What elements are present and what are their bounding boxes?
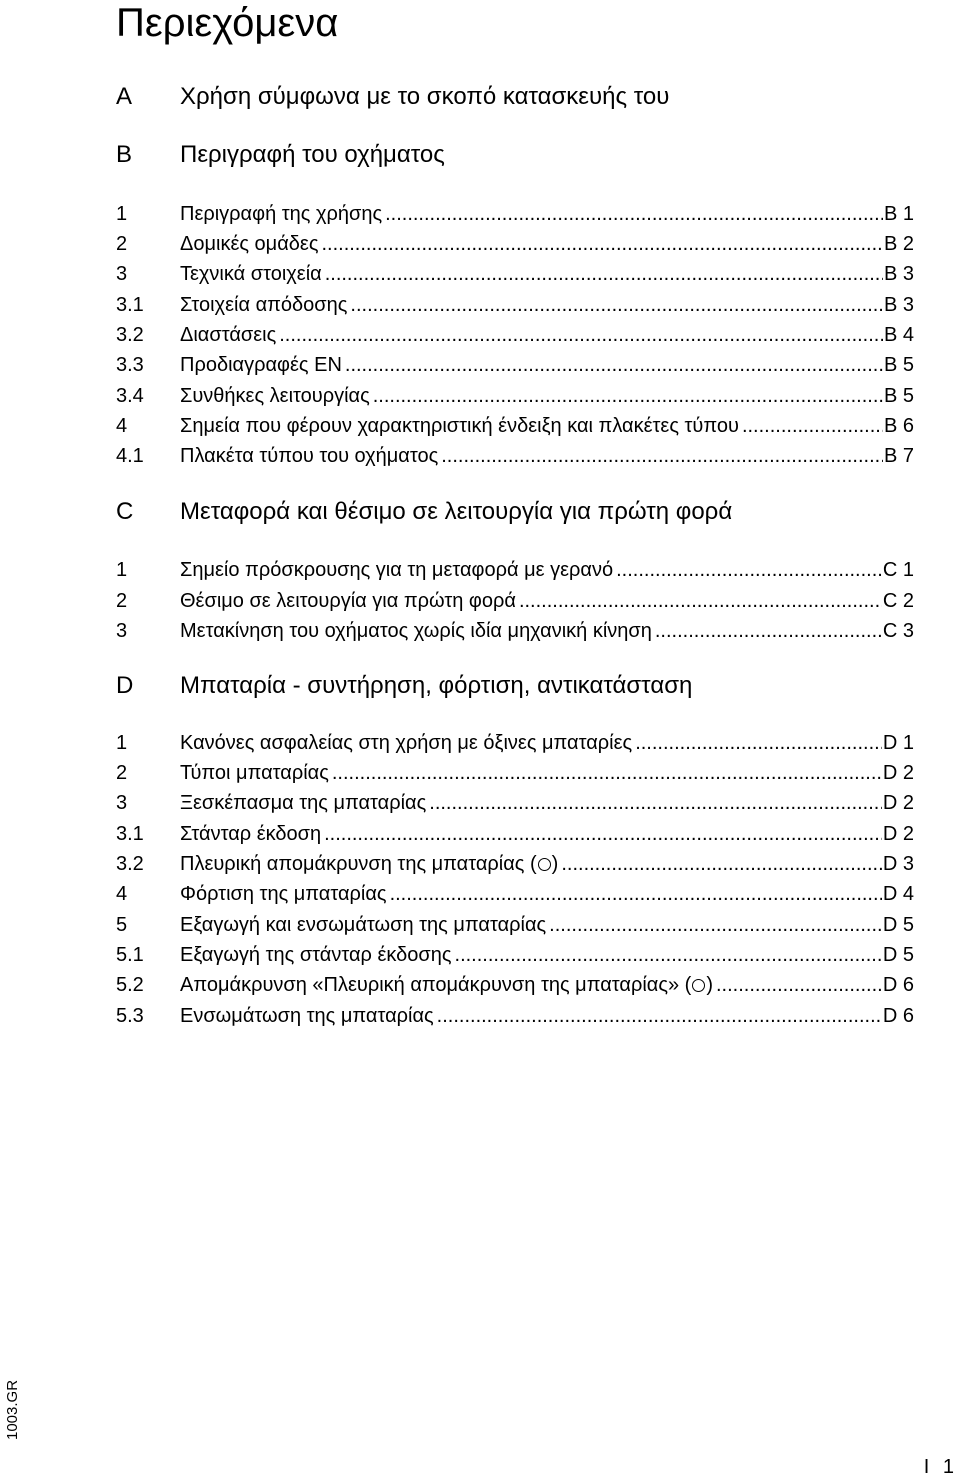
toc-entry-label: Σημεία που φέρουν χαρακτηριστική ένδειξη και πλακέτες τύπου <box>180 415 739 437</box>
toc-entry[interactable] <box>116 1002 914 1030</box>
toc-entry-label: Τεχνικά στοιχεία <box>180 263 322 285</box>
toc-entry-page: B 5 <box>883 354 914 376</box>
toc-entry[interactable] <box>116 587 914 615</box>
dot-leader <box>325 260 883 288</box>
toc-entry-number: 5.1 <box>116 944 144 966</box>
toc-entry-page: C 1 <box>882 559 914 581</box>
toc-entry[interactable] <box>116 412 914 440</box>
toc-entry-page: D 3 <box>882 853 914 875</box>
toc-entry[interactable] <box>116 617 914 645</box>
toc-entry[interactable] <box>116 820 914 848</box>
toc-entry-number: 1 <box>116 732 128 754</box>
dot-leader <box>429 789 882 817</box>
toc-entry-page: B 7 <box>883 445 914 467</box>
section-letter: B <box>116 141 133 168</box>
toc-entry-number: 2 <box>116 762 128 784</box>
dot-leader <box>561 850 882 878</box>
toc-entry[interactable] <box>116 759 914 787</box>
dot-leader <box>742 412 883 440</box>
toc-entry[interactable] <box>116 351 914 379</box>
toc-entry-page: B 3 <box>883 294 914 316</box>
toc-entry-label: Περιγραφή της χρήσης <box>180 203 383 225</box>
toc-entry[interactable] <box>116 200 914 228</box>
toc-entry-page: D 5 <box>882 944 914 966</box>
toc-entry-page: D 5 <box>882 914 914 936</box>
circle-icon <box>538 858 551 871</box>
dot-leader <box>635 729 882 757</box>
toc-entry[interactable] <box>116 850 914 878</box>
toc-entry[interactable] <box>116 442 914 470</box>
toc-entry-label <box>180 850 558 878</box>
dot-leader <box>321 230 883 258</box>
toc-entry[interactable] <box>116 556 914 584</box>
toc-entry-label: Δομικές ομάδες <box>180 233 319 255</box>
toc-entry-label: Σημείο πρόσκρουσης για τη μεταφορά με γερανό <box>180 559 614 581</box>
toc-entry-number: 3 <box>116 263 128 285</box>
dot-leader <box>373 382 883 410</box>
toc-entry-label: Πλακέτα τύπου του οχήματος <box>180 445 439 467</box>
toc-entry-label-before: Απομάκρυνση «Πλευρική απομάκρυνση της μπαταρίας» ( <box>180 974 692 996</box>
toc-entry[interactable] <box>116 729 914 757</box>
toc-entry-label: Ενσωμάτωση της μπαταρίας <box>180 1005 434 1027</box>
toc-entry-number: 1 <box>116 203 128 225</box>
toc-entry-number: 3 <box>116 792 128 814</box>
section-title: Χρήση σύμφωνα με το σκοπό κατασκευής του <box>180 83 670 110</box>
toc-entry-number: 4.1 <box>116 445 144 467</box>
toc-entry-label: Στοιχεία απόδοσης <box>180 294 348 316</box>
toc-entry-number: 3.2 <box>116 324 144 346</box>
toc-entry-number: 3.3 <box>116 354 144 376</box>
dot-leader <box>390 880 882 908</box>
page-title: Περιεχόμενα <box>116 1 339 45</box>
dot-leader <box>716 971 882 999</box>
dot-leader <box>332 759 882 787</box>
toc-entry-page: B 6 <box>883 415 914 437</box>
toc-entry-label: Προδιαγραφές EN <box>180 354 342 376</box>
section-title: Περιγραφή του οχήματος <box>180 141 445 168</box>
dot-leader <box>350 291 883 319</box>
dot-leader <box>385 200 883 228</box>
dot-leader <box>437 1002 882 1030</box>
section-letter: C <box>116 498 134 525</box>
toc-entry[interactable] <box>116 789 914 817</box>
section-letter: A <box>116 83 133 110</box>
toc-entry[interactable] <box>116 321 914 349</box>
toc-entry-label: Φόρτιση της μπαταρίας <box>180 883 387 905</box>
toc-entry-label: Συνθήκες λειτουργίας <box>180 385 370 407</box>
toc-entry-number: 5.2 <box>116 974 144 996</box>
toc-entry-label: Εξαγωγή της στάνταρ έκδοσης <box>180 944 452 966</box>
toc-entry-page: C 2 <box>882 590 914 612</box>
dot-leader <box>441 442 883 470</box>
toc-entry-page: D 4 <box>882 883 914 905</box>
dot-leader <box>455 941 882 969</box>
toc-entry-label: Θέσιμο σε λειτουργία για πρώτη φορά <box>180 590 516 612</box>
toc-entry-label-after: ) <box>551 853 559 875</box>
toc-entry-page: D 6 <box>882 1005 914 1027</box>
dot-leader <box>279 321 883 349</box>
page-number: I 1 <box>923 1456 958 1478</box>
dot-leader <box>519 587 882 615</box>
toc-entry-number: 5 <box>116 914 128 936</box>
toc-entry[interactable] <box>116 941 914 969</box>
circle-icon <box>692 979 705 992</box>
toc-entry-number: 3.1 <box>116 823 144 845</box>
dot-leader <box>324 820 882 848</box>
toc-entry-number: 3.4 <box>116 385 144 407</box>
toc-entry-number: 3.1 <box>116 294 144 316</box>
toc-entry-label: Μετακίνηση του οχήματος χωρίς ιδία μηχανική κίνηση <box>180 620 652 642</box>
toc-entry-label-before: Πλευρική απομάκρυνση της μπαταρίας ( <box>180 853 537 875</box>
toc-entry-label-after: ) <box>706 974 713 996</box>
dot-leader <box>345 351 883 379</box>
toc-entry-page: D 1 <box>882 732 914 754</box>
dot-leader <box>616 556 882 584</box>
toc-entry-label: Κανόνες ασφαλείας στη χρήση με όξινες μπαταρίες <box>180 732 633 754</box>
toc-entry[interactable] <box>116 291 914 319</box>
toc-entry-page: B 1 <box>883 203 914 225</box>
section-title: Μεταφορά και θέσιμο σε λειτουργία για πρώτη φορά <box>180 498 733 525</box>
toc-entry-label: Ξεσκέπασμα της μπαταρίας <box>180 792 427 814</box>
toc-entry-label: Εξαγωγή και ενσωμάτωση της μπαταρίας <box>180 914 547 936</box>
toc-entry-label: Διαστάσεις <box>180 324 277 346</box>
toc-entry[interactable] <box>116 382 914 410</box>
toc-entry-number: 1 <box>116 559 128 581</box>
toc-entry-number: 2 <box>116 233 128 255</box>
toc-entry-page: C 3 <box>882 620 914 642</box>
toc-entry[interactable] <box>116 880 914 908</box>
toc-entry[interactable] <box>116 911 914 939</box>
dot-leader <box>655 617 882 645</box>
document-code: 1003.GR <box>4 1379 21 1440</box>
toc-entry-page: B 5 <box>883 385 914 407</box>
toc-entry-page: B 2 <box>883 233 914 255</box>
toc-entry-label: Τύποι μπαταρίας <box>180 762 329 784</box>
toc-entry-label: Στάνταρ έκδοση <box>180 823 322 845</box>
dot-leader <box>549 911 882 939</box>
toc-entry-page: D 6 <box>882 974 914 996</box>
toc-entry[interactable] <box>116 230 914 258</box>
toc-entry[interactable] <box>116 260 914 288</box>
toc-entry-number: 4 <box>116 883 128 905</box>
toc-entry-number: 5.3 <box>116 1005 144 1027</box>
toc-entry-number: 4 <box>116 415 128 437</box>
toc-entry-page: D 2 <box>882 762 914 784</box>
toc-entry-page: D 2 <box>882 792 914 814</box>
section-letter: D <box>116 672 134 699</box>
toc-entry-number: 3.2 <box>116 853 144 875</box>
section-title: Μπαταρία - συντήρηση, φόρτιση, αντικατάσταση <box>180 672 693 699</box>
toc-entry-page: B 3 <box>883 263 914 285</box>
toc-entry-page: D 2 <box>882 823 914 845</box>
toc-entry-number: 3 <box>116 620 128 642</box>
toc-entry[interactable] <box>116 971 914 999</box>
toc-entry-label <box>180 971 713 999</box>
toc-entry-number: 2 <box>116 590 128 612</box>
toc-entry-page: B 4 <box>883 324 914 346</box>
